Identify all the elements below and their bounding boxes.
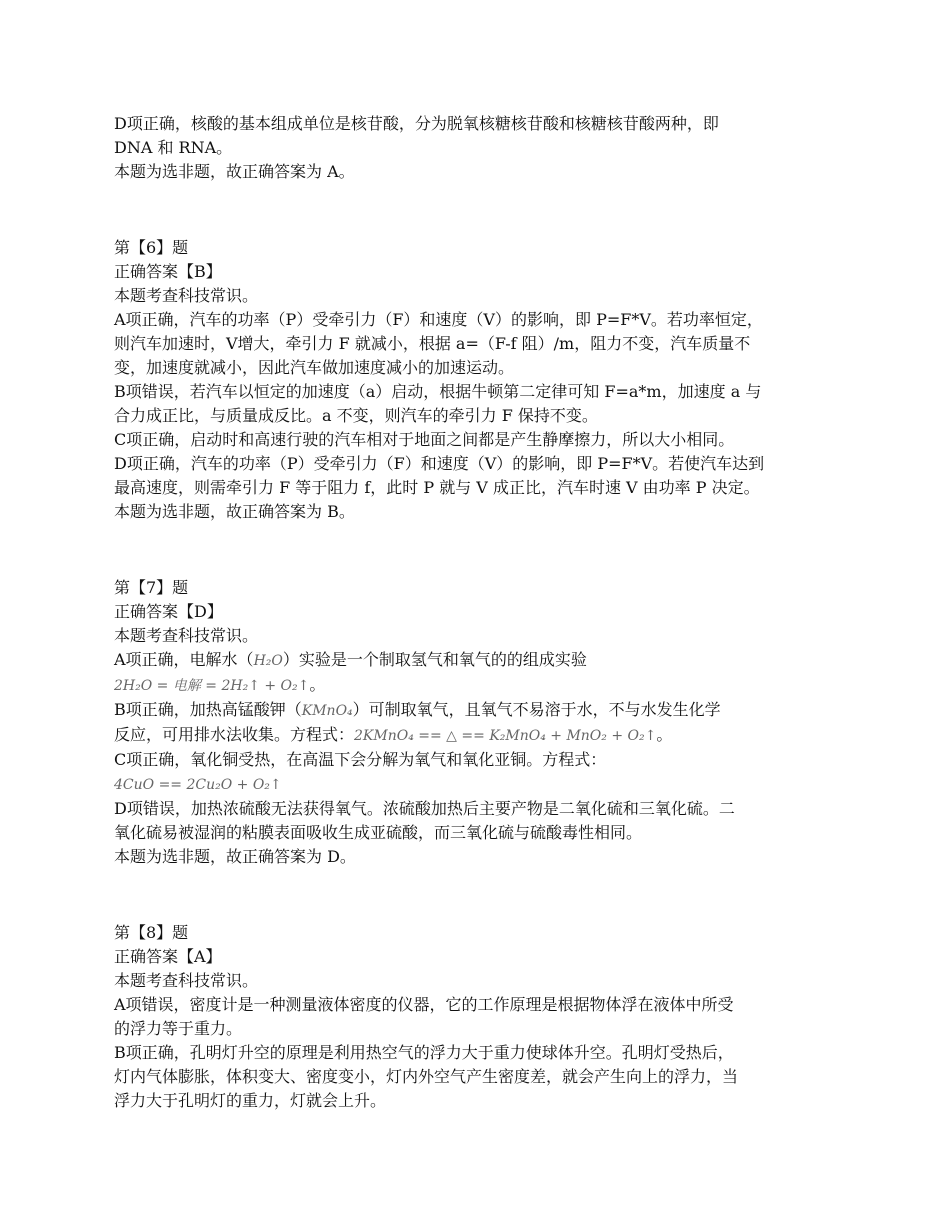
- q7-option-d-line1: D项错误，加热浓硫酸无法获得氧气。浓硫酸加热后主要产物是二氧化硫和三氧化硫。二: [114, 799, 735, 818]
- q7-c2-formula: 4CuO == 2Cu₂O + O₂↑: [114, 777, 282, 793]
- q7-b1-pre: B项正确，加热高锰酸钾（: [114, 700, 302, 719]
- q7-a2-formula: 2H₂O = 电解 = 2H₂↑ + O₂↑: [114, 678, 310, 694]
- q6-option-d-line1: D项正确，汽车的功率（P）受牵引力（F）和速度（V）的影响，即 P=F*V。若使汽车达到: [114, 454, 765, 473]
- q8-option-b-line1: B项正确，孔明灯升空的原理是利用热空气的浮力大于重力使球体升空。孔明灯受热后，: [114, 1043, 734, 1062]
- intro-option-d-line2: DNA 和 RNA。: [114, 138, 233, 157]
- q7-a2-post: 。: [309, 675, 326, 694]
- q6-option-a-line1: A项正确，汽车的功率（P）受牵引力（F）和速度（V）的影响，即 P=F*V。若功率恒定，: [114, 310, 763, 329]
- q7-b2-post: 。: [656, 725, 673, 744]
- q6-topic: 本题考查科技常识。: [114, 286, 259, 305]
- q8-title: 第【8】题: [114, 923, 189, 942]
- q7-correct-answer: 正确答案【D】: [114, 602, 223, 621]
- spacer: [114, 184, 840, 236]
- q7-b1-formula: KMnO₄: [301, 703, 353, 719]
- spacer: [114, 524, 840, 576]
- q6-title: 第【6】题: [114, 238, 189, 257]
- q6-option-d-line2: 最高速度，则需牵引力 F 等于阻力 f，此时 P 就与 V 成正比，汽车时速 V 由功率 P 决定。: [114, 478, 760, 497]
- q7-b2-pre: 反应，可用排水法收集。方程式：: [114, 725, 355, 744]
- q7-option-c-line1: C项正确，氧化铜受热，在高温下会分解为氧气和氧化亚铜。方程式：: [114, 750, 607, 769]
- q6-option-a-line3: 变，加速度就减小，因此汽车做加速度减小的加速运动。: [114, 358, 515, 377]
- q8-option-b-line2: 灯内气体膨胀，体积变大、密度变小，灯内外空气产生密度差，就会产生向上的浮力，当: [114, 1067, 739, 1086]
- q7-title: 第【7】题: [114, 578, 189, 597]
- q7-option-b-line2: [114, 723, 840, 748]
- q6-correct-answer: 正确答案【B】: [114, 262, 222, 281]
- q7-a1-post: ）实验是一个制取氢气和氧气的的组成实验: [282, 650, 587, 669]
- q7-a1-pre: A项正确，电解水（: [114, 650, 254, 669]
- document-page: [114, 112, 840, 1113]
- intro-option-d-line1: D项正确，核酸的基本组成单位是核苷酸，分为脱氧核糖核苷酸和核糖核苷酸两种，即: [114, 114, 719, 133]
- q6-answer: 本题为选非题，故正确答案为 B。: [114, 502, 355, 521]
- q7-option-a-line1: [114, 648, 840, 673]
- q8-topic: 本题考查科技常识。: [114, 971, 259, 990]
- spacer: [114, 869, 840, 921]
- q8-option-b-line3: 浮力大于孔明灯的重力，灯就会上升。: [114, 1091, 387, 1110]
- q8-correct-answer: 正确答案【A】: [114, 947, 222, 966]
- q6-option-a-line2: 则汽车加速时，V增大，牵引力 F 就减小，根据 a=（F-f 阻）/m，阻力不变，汽车质量不: [114, 334, 751, 353]
- q7-option-a-line2: [114, 673, 840, 698]
- q7-b1-post: ）可制取氧气，且氧气不易溶于水，不与水发生化学: [352, 700, 721, 719]
- q6-option-b-line2: 合力成正比，与质量成反比。a 不变，则汽车的牵引力 F 保持不变。: [114, 406, 598, 425]
- q7-option-c-line2: [114, 772, 840, 797]
- q6-option-c-line1: C项正确，启动时和高速行驶的汽车相对于地面之间都是产生静摩擦力，所以大小相同。: [114, 430, 735, 449]
- q6-option-b-line1: B项错误，若汽车以恒定的加速度（a）启动，根据牛顿第二定律可知 F=a*m，加速度 a 与: [114, 382, 762, 401]
- q7-option-d-line2: 氧化硫易被湿润的粘膜表面吸收生成亚硫酸，而三氧化硫与硫酸毒性相同。: [114, 823, 643, 842]
- q8-option-a-line2: 的浮力等于重力。: [114, 1019, 243, 1038]
- q7-topic: 本题考查科技常识。: [114, 626, 259, 645]
- intro-answer: 本题为选非题，故正确答案为 A。: [114, 162, 355, 181]
- q7-option-b-line1: [114, 698, 840, 723]
- q7-a1-formula: H₂O: [253, 653, 283, 669]
- q8-option-a-line1: A项错误，密度计是一种测量液体密度的仪器，它的工作原理是根据物体浮在液体中所受: [114, 995, 734, 1014]
- q7-b2-formula: 2KMnO₄ == △ == K₂MnO₄ + MnO₂ + O₂↑: [354, 728, 657, 744]
- q7-answer: 本题为选非题，故正确答案为 D。: [114, 847, 356, 866]
